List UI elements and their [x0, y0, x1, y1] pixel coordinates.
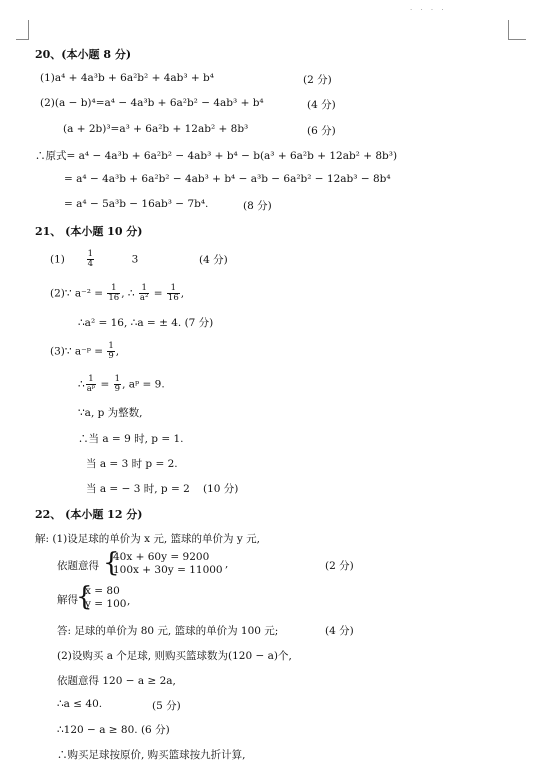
page-corner-mark-top-right — [508, 20, 526, 40]
q21-part3-line5: 当 a = 3 时 p = 2. — [86, 458, 178, 470]
q20-expansion-line2: = a⁴ − 4a³b + 6a²b² − 4ab³ + b⁴ − a³b − 6a²b² − 12ab³ − 8b⁴ — [64, 173, 391, 185]
q21-heading: 21、 (本小题 10 分) — [35, 225, 143, 238]
q21-part3-score: (10 分) — [203, 483, 239, 495]
q21-part2-line1: (2)∵ a⁻² = $\frac{1}{16}$ , ∴ $\frac{1}{\text{a²}}$ = $\frac{1}{16}$ , — [50, 283, 185, 303]
q20-part1-score: (2 分) — [303, 74, 332, 86]
q22-system1 — [113, 551, 223, 577]
q20-part2: (2)(a − b)⁴=a⁴ − 4a³b + 6a²b² − 4ab³ + b⁴ — [40, 97, 264, 109]
fraction-one-ninth-2: $\frac{1}{9}$ — [114, 374, 121, 394]
q21-part1-fraction: $\frac{1}{4}$ — [87, 249, 93, 269]
q21-part3-line1: (3)∵ a⁻ᵖ = $\frac{1}{9}$ , — [50, 341, 120, 361]
q22-basketball-bound: ∴120 − a ≥ 80. (6 分) — [57, 724, 170, 736]
page-corner-mark-top-left — [16, 20, 29, 40]
q21-part1-value: 3 — [131, 253, 139, 266]
q20-part2-score: (4 分) — [307, 99, 336, 111]
q22-system2-label: 解得 — [57, 594, 78, 606]
q22-heading: 22、 (本小题 12 分) — [35, 508, 143, 521]
fraction-one-ninth: $\frac{1}{9}$ — [108, 341, 114, 361]
q21-part3-line6: 当 a = − 3 时, p = 2 — [86, 483, 190, 495]
q20-part1: (1)a⁴ + 4a³b + 6a²b² + 4ab³ + b⁴ — [40, 72, 214, 84]
q20-heading: 20、(本小题 8 分) — [35, 48, 132, 61]
q21-part3-line2: ∴ $\frac{1}{\text{aᵖ}}$ = $\frac{1}{9}$ , aᵖ = 9. — [78, 374, 165, 394]
q22-system1-score: (2 分) — [325, 560, 354, 572]
left-brace-icon: { — [103, 548, 120, 578]
q21-part3-line4: ∴当 a = 9 时, p = 1. — [78, 433, 184, 445]
left-brace-icon-2: { — [76, 582, 93, 612]
q22-equation1: 40x + 60y = 9200 — [113, 551, 210, 563]
q21-part1 — [50, 250, 138, 269]
q20-expansion-line1: ∴原式= a⁴ − 4a³b + 6a²b² − 4ab³ + b⁴ − b(a³ + 6a²b + 12ab² + 8b³) — [35, 150, 398, 162]
q22-system2 — [85, 585, 126, 611]
q21-part2-line2: ∴a² = 16, ∴a = ± 4. (7 分) — [78, 317, 214, 329]
q20-result: = a⁴ − 5a³b − 16ab³ − 7b⁴. — [64, 198, 209, 210]
q22-part2-intro: (2)设购买 a 个足球, 则购买篮球数为(120 − a)个, — [57, 650, 292, 662]
q22-answer1: 答: 足球的单价为 80 元, 篮球的单价为 100 元; — [57, 625, 279, 637]
q22-solution-x: x = 80 — [85, 585, 120, 597]
q22-answer1-score: (4 分) — [325, 625, 354, 637]
q22-inequality: 依题意得 120 − a ≥ 2a, — [57, 675, 176, 687]
q20-part3-score: (6 分) — [307, 125, 336, 137]
q21-part1-score: (4 分) — [199, 254, 228, 266]
fraction-one-over-a-p: $\frac{1}{\text{aᵖ}}$ — [86, 374, 96, 394]
q22-bound: ∴a ≤ 40. — [57, 698, 103, 710]
q22-pricing-note: ∴购买足球按原价, 购买篮球按九折计算, — [57, 749, 246, 761]
dotted-marker: · · · · — [410, 6, 447, 14]
q22-equation2: 100x + 30y = 11000 — [113, 564, 223, 576]
fraction-one-sixteenth-2: $\frac{1}{16}$ — [167, 283, 179, 303]
q21-part1-label: (1) — [50, 253, 65, 266]
q22-solution-y: y = 100 — [85, 598, 127, 610]
q22-bound-score: (5 分) — [152, 700, 181, 712]
q21-part3-line3: ∵a, p 为整数, — [78, 407, 143, 419]
fraction-one-sixteenth: $\frac{1}{16}$ — [108, 283, 120, 303]
fraction-one-over-a-squared: $\frac{1}{\text{a²}}$ — [139, 283, 149, 303]
q20-part3: (a + 2b)³=a³ + 6a²b + 12ab² + 8b³ — [63, 123, 249, 135]
q22-system2-comma: , — [127, 595, 131, 607]
q22-solution-intro: 解: (1)设足球的单价为 x 元, 篮球的单价为 y 元, — [35, 533, 260, 545]
q22-system1-label: 依题意得 — [57, 560, 99, 572]
q22-system1-comma: , — [225, 558, 229, 570]
q20-result-score: (8 分) — [243, 200, 272, 212]
